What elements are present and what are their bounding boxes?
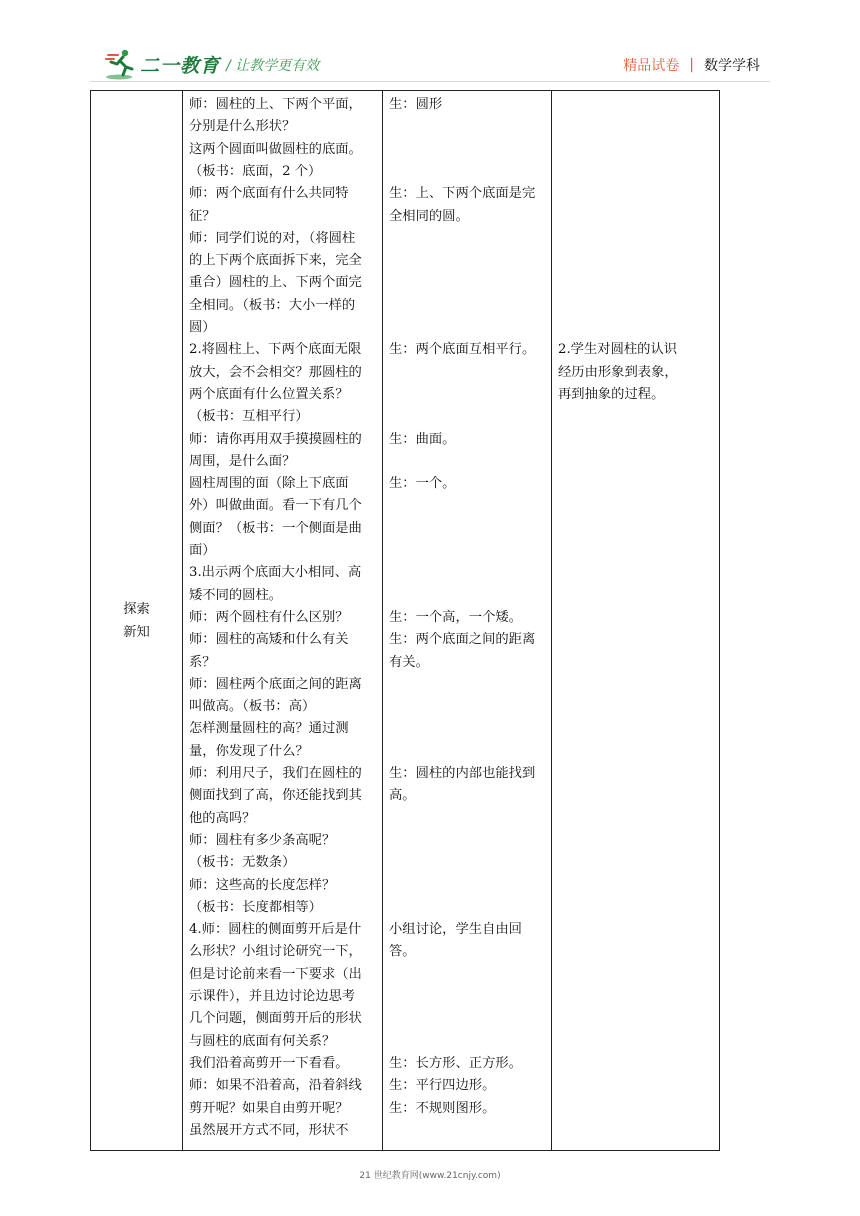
student-line: 生：曲面。 [389, 431, 456, 447]
student-line: 生：两个底面互相平行。 [389, 342, 536, 358]
teacher-activity-cell [183, 91, 383, 1151]
design-intent-text [552, 91, 719, 1150]
teacher-line: 4.师：圆柱的侧面剪开后是什 [189, 922, 362, 938]
teacher-line: 师：圆柱有多少条高呢？ [189, 832, 336, 848]
teacher-line: 师：圆柱的高矮和什么有关 [189, 632, 349, 648]
teacher-line: 叫做高。（板书：高） [189, 699, 316, 715]
teacher-line: 师：同学们说的对，（将圆柱 [189, 230, 356, 246]
teacher-line: 周围，是什么面？ [189, 453, 296, 469]
teacher-line: 面） [189, 543, 216, 558]
logo [104, 46, 220, 82]
teacher-line: 师：两个底面有什么共同特 [189, 186, 349, 202]
page-footer: 21 世纪教育网(www.21cnjy.com) [359, 1171, 501, 1181]
student-line: 生：两个底面之间的距离 [389, 632, 536, 648]
student-line: 有关。 [389, 654, 429, 670]
header-divider [90, 81, 770, 82]
lesson-table [90, 90, 720, 1151]
student-activity-cell [383, 91, 552, 1151]
teacher-line: 重合）圆柱的上、下两个面完 [189, 275, 362, 291]
teacher-line: （板书：长度都相等） [189, 899, 322, 915]
teacher-line: 圆） [189, 320, 216, 335]
teacher-line: 全相同。（板书：大小一样的 [189, 297, 356, 313]
slogan: / 让教学更有效 [226, 58, 320, 74]
teacher-line: 侧面找到了高，你还能找到其 [189, 788, 362, 804]
teacher-line: 么形状？小组讨论研究一下， [189, 944, 362, 960]
student-line: 生：平行四边形。 [389, 1078, 496, 1094]
teacher-line: 放大，会不会相交？那圆柱的 [189, 364, 362, 380]
student-line: 生：一个高，一个矮。 [389, 609, 522, 625]
student-line: 生：上、下两个底面是完 [389, 186, 536, 202]
student-line: 生：长方形、正方形。 [389, 1055, 522, 1071]
student-line: 答。 [389, 944, 416, 960]
student-line: 全相同的圆。 [389, 208, 469, 224]
teacher-line: 这两个圆面叫做圆柱的底面。 [189, 141, 362, 157]
section-label [123, 598, 150, 644]
teacher-line: 圆柱周围的面（除上下底面 [189, 476, 349, 492]
teacher-line: 示课件），并且边讨论边思考 [189, 989, 356, 1004]
teacher-line: 征？ [189, 208, 216, 224]
header-separator: | [689, 57, 694, 73]
runner-logo-icon [104, 47, 138, 81]
page-header [0, 0, 860, 90]
student-line: 生：一个。 [389, 476, 456, 492]
teacher-line: 师：圆柱两个底面之间的距离 [189, 676, 362, 692]
teacher-line: 师：利用尺子，我们在圆柱的 [189, 766, 362, 781]
student-line: 小组讨论，学生自由回 [389, 922, 522, 938]
student-line: 生：圆柱的内部也能找到 [389, 766, 536, 781]
teacher-line: 师：圆柱的上、下两个平面， [189, 97, 362, 112]
teacher-line: 师：两个圆柱有什么区别？ [189, 609, 349, 625]
tag-subject: 数学学科 [704, 58, 760, 74]
design-intent-cell [552, 91, 720, 1151]
student-activity-text [383, 91, 551, 1150]
teacher-line: 虽然展开方式不同，形状不 [189, 1122, 349, 1138]
teacher-line: 师：请你再用双手摸摸圆柱的 [189, 431, 362, 447]
teacher-line: 与圆柱的底面有何关系？ [189, 1033, 336, 1049]
teacher-line: 但是讨论前来看一下要求（出 [189, 966, 362, 982]
student-line: 高。 [389, 788, 416, 804]
teacher-line: 师：这些高的长度怎样？ [189, 877, 336, 893]
teacher-line: 剪开呢？如果自由剪开呢？ [189, 1100, 349, 1116]
teacher-line: 他的高吗？ [189, 810, 256, 826]
teacher-line: 分别是什么形状？ [189, 119, 296, 135]
teacher-line: （板书：底面，2 个） [189, 163, 322, 179]
teacher-line: 几个问题，侧面剪开后的形状 [189, 1011, 362, 1027]
teacher-activity-text [183, 91, 382, 1150]
table-row [91, 91, 720, 1151]
tag-quality-papers: 精品试卷 [623, 58, 680, 74]
teacher-line: 两个底面有什么位置关系？ [189, 386, 349, 402]
teacher-line: 2.将圆柱上、下两个底面无限 [189, 342, 362, 358]
teacher-line: 系？ [189, 654, 216, 670]
teacher-line: 矮不同的圆柱。 [189, 587, 283, 603]
teacher-line: （板书：互相平行） [189, 409, 309, 425]
intent-line: 经历由形象到表象， [558, 364, 678, 380]
section-label-cell [91, 91, 183, 1151]
teacher-line: （板书：无数条） [189, 855, 296, 871]
student-line: 生：圆形 [389, 97, 443, 112]
intent-line: 2.学生对圆柱的认识 [558, 342, 678, 358]
header-tags [623, 55, 760, 75]
teacher-line: 的上下两个底面拆下来，完全 [189, 253, 362, 269]
teacher-line: 怎样测量圆柱的高？通过测 [189, 721, 349, 737]
intent-line: 再到抽象的过程。 [558, 386, 665, 402]
teacher-line: 外）叫做曲面。看一下有几个 [189, 498, 362, 514]
teacher-line: 我们沿着高剪开一下看看。 [189, 1055, 349, 1071]
section-label-line1: 探索 [123, 601, 150, 617]
teacher-line: 量，你发现了什么？ [189, 743, 309, 759]
teacher-line: 侧面？（板书：一个侧面是曲 [189, 520, 362, 536]
section-label-line2: 新知 [123, 624, 150, 640]
teacher-line: 3.出示两个底面大小相同、高 [189, 565, 362, 581]
student-line: 生：不规则图形。 [389, 1100, 496, 1116]
teacher-line: 师：如果不沿着高，沿着斜线 [189, 1078, 362, 1094]
logo-text: 二一教育 [140, 54, 221, 77]
